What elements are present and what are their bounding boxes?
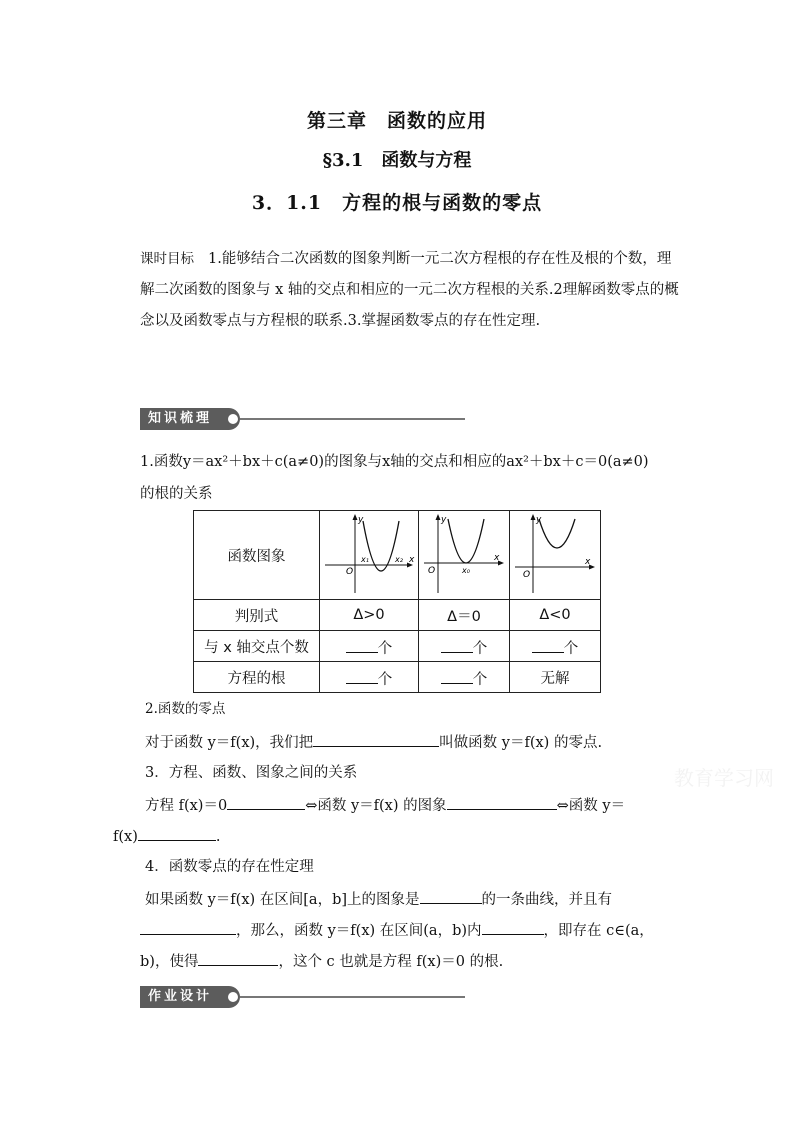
roots-blank-2[interactable]: 个 — [419, 662, 510, 693]
origin-label: O — [523, 570, 531, 580]
watermark: 教育学习网 — [674, 766, 774, 790]
row-roots-label: 方程的根 — [194, 662, 320, 693]
y-axis-label: y — [358, 515, 364, 525]
function-zero-blank[interactable] — [138, 823, 216, 841]
course-goal — [140, 244, 680, 337]
homework-banner — [140, 986, 465, 1008]
disc-positive: Δ>0 — [320, 600, 419, 631]
quadratic-table — [193, 510, 601, 693]
has-zero-blank[interactable] — [482, 917, 544, 935]
graph-no-root — [510, 511, 601, 600]
origin-label: O — [346, 567, 354, 577]
banner-dot-icon — [228, 992, 238, 1002]
roots-blank-1[interactable]: 个 — [320, 662, 419, 693]
chapter-title: 第三章 函数的应用 — [306, 110, 487, 132]
item2-title: 2.函数的零点 — [145, 701, 226, 717]
homework-banner-label: 作业设计 — [140, 986, 240, 1008]
origin-label: O — [428, 566, 436, 576]
x1-label: x₁ — [361, 555, 369, 564]
item4-title: 4．函数零点的存在性定理 — [145, 859, 314, 875]
graph-intersect-blank[interactable] — [447, 792, 557, 810]
item1-line2: 的根的关系 — [140, 486, 213, 502]
parabola-no-root-graph — [511, 511, 599, 595]
course-goal-text: 1.能够结合二次函数的图象判断一元二次方程根的存在性及根的个数，理解二次函数的图象与 x 轴的交点和相应的一元二次方程根的关系.2理解函数零点的概念以及函数零点与方程根的联系.3.掌握函数零点的存在性定理. — [140, 251, 679, 329]
item4-line3: b)，使得 ，这个 c 也就是方程 f(x)＝0 的根. — [140, 948, 503, 971]
row-graph-label: 函数图象 — [194, 511, 320, 600]
intersect-blank-1[interactable]: 个 — [320, 631, 419, 662]
x2-label: x₂ — [395, 555, 403, 564]
banner-rule — [240, 996, 465, 998]
x0-label: x₀ — [462, 566, 470, 575]
course-goal-label: 课时目标 — [140, 251, 194, 267]
continuous-blank[interactable] — [420, 886, 482, 904]
row-disc-label: 判别式 — [194, 600, 320, 631]
knowledge-banner — [140, 408, 465, 430]
x-axis-label: x — [585, 557, 591, 567]
disc-negative: Δ<0 — [510, 600, 601, 631]
banner-dot-icon — [228, 414, 238, 424]
x-axis-label: x — [494, 553, 500, 563]
graph-one-root — [419, 511, 510, 600]
item3-title: 3．方程、函数、图象之间的关系 — [145, 765, 358, 781]
disc-zero: Δ＝0 — [419, 600, 510, 631]
parabola-one-root-graph — [420, 511, 508, 595]
y-axis-label: y — [536, 515, 542, 525]
zero-definition-blank[interactable] — [313, 729, 439, 747]
subsection-title: 3．1.1 方程的根与函数的零点 — [251, 192, 543, 214]
item2-text: 对于函数 y＝f(x)，我们把 叫做函数 y＝f(x) 的零点. — [145, 729, 602, 752]
item4-line1: 如果函数 y＝f(x) 在区间[a，b]上的图象是 的一条曲线，并且有 — [145, 886, 612, 909]
item1-line1: 1.函数y＝ax²＋bx＋c(a≠0)的图象与x轴的交点和相应的ax²＋bx＋c＝0(a≠0) — [140, 454, 649, 470]
y-axis-label: y — [441, 515, 447, 525]
graph-two-roots — [320, 511, 419, 600]
row-intersect-label: 与 x 轴交点个数 — [194, 631, 320, 662]
fc-zero-blank[interactable] — [198, 948, 278, 966]
section-title: §3.1 函数与方程 — [322, 150, 472, 171]
item3-line1: 方程 f(x)＝0 ⇔函数 y＝f(x) 的图象 ⇔函数 y＝ — [145, 792, 625, 815]
item3-line2: f(x) . — [113, 823, 220, 845]
intersect-blank-3[interactable]: 个 — [510, 631, 601, 662]
parabola-two-roots-graph — [321, 511, 417, 595]
equation-roots-blank[interactable] — [227, 792, 305, 810]
roots-no-solution: 无解 — [510, 662, 601, 693]
item4-line2: ，那么，函数 y＝f(x) 在区间(a，b)内 ，即存在 c∈(a， — [140, 917, 654, 940]
sign-condition-blank[interactable] — [140, 917, 236, 935]
intersect-blank-2[interactable]: 个 — [419, 631, 510, 662]
x-axis-label: x — [409, 555, 415, 565]
knowledge-banner-label: 知识梳理 — [140, 408, 240, 430]
banner-rule — [240, 418, 465, 420]
